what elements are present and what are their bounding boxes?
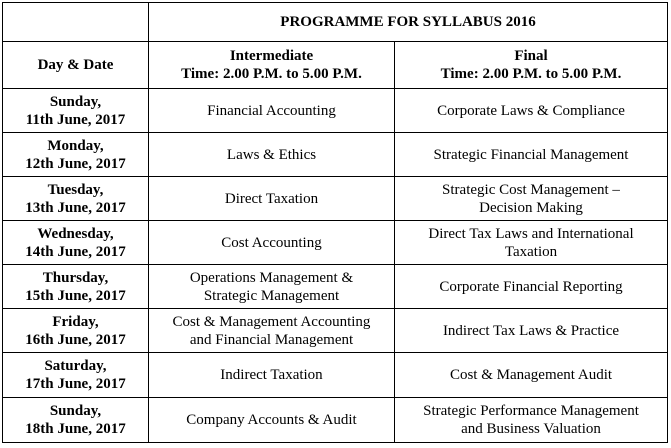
final-subject-cell [395,265,668,309]
table-row [3,353,668,398]
final-subject-text: Strategic Cost Management – [442,181,620,198]
table-row [3,398,668,443]
final-subject-cell [395,353,668,398]
date-label: 17th June, 2017 [25,376,126,392]
day-date-cell [3,265,149,309]
date-label: 16th June, 2017 [25,331,126,348]
title-blank-cell [3,3,149,42]
table-title: PROGRAMME FOR SYLLABUS 2016 [149,3,668,42]
intermediate-subject-text: Strategic Management [203,287,340,304]
final-subject-cell [395,221,668,265]
day-label: Sunday, [49,403,102,419]
intermediate-subject-cell [149,221,395,265]
final-subject-cell [395,398,668,443]
table-row [3,309,668,353]
intermediate-subject-text: and Financial Management [189,331,354,348]
exam-schedule-table [2,2,668,443]
date-label: 13th June, 2017 [25,199,126,216]
final-subject-text: Direct Tax Laws and International [428,225,634,242]
final-subject-cell [395,133,668,177]
intermediate-subject-cell [149,398,395,443]
day-label: Wednesday, [37,225,114,242]
day-date-cell [3,133,149,177]
intermediate-subject-cell [149,89,395,133]
table-row [3,221,668,265]
date-label: 11th June, 2017 [25,111,126,128]
intermediate-subject-cell [149,353,395,398]
intermediate-subject-cell [149,133,395,177]
day-label: Sunday, [49,93,102,110]
intermediate-subject-text: Company Accounts & Audit [186,412,357,428]
header-row [3,42,668,89]
day-date-cell [3,89,149,133]
intermediate-subject-text: Cost Accounting [221,234,322,251]
final-subject-text: Taxation [504,243,558,260]
header-final-label: Final [514,48,548,64]
final-subject-cell [395,177,668,221]
day-date-cell [3,221,149,265]
final-subject-cell [395,309,668,353]
date-label: 14th June, 2017 [25,243,126,260]
day-date-cell [3,309,149,353]
intermediate-subject-text: Direct Taxation [224,190,319,207]
intermediate-subject-text: Cost & Management Accounting [172,313,371,330]
day-label: Friday, [52,313,99,330]
final-subject-cell [395,89,668,133]
day-date-cell [3,353,149,398]
header-intermediate-time: Time: 2.00 P.M. to 5.00 P.M. [181,66,362,82]
day-label: Saturday, [44,358,107,374]
day-date-cell [3,398,149,443]
final-subject-text: Corporate Financial Reporting [439,278,623,295]
header-day-date-label: Day & Date [37,57,114,73]
final-subject-text: Decision Making [479,199,583,216]
day-date-cell [3,177,149,221]
date-label: 12th June, 2017 [25,155,126,172]
header-intermediate-label: Intermediate [229,48,314,64]
table-row [3,177,668,221]
intermediate-subject-cell [149,309,395,353]
table-row [3,89,668,133]
intermediate-subject-cell [149,177,395,221]
header-final-time: Time: 2.00 P.M. to 5.00 P.M. [440,66,622,82]
day-label: Tuesday, [47,181,104,198]
title-row [3,3,668,42]
intermediate-subject-text: Indirect Taxation [220,367,323,383]
final-subject-text: Strategic Performance Management [423,403,639,419]
table-row [3,265,668,309]
header-final [395,42,668,89]
day-label: Thursday, [42,269,109,286]
date-label: 15th June, 2017 [25,287,126,304]
header-intermediate [149,42,395,89]
final-subject-text: Strategic Financial Management [433,146,629,163]
intermediate-subject-text: Laws & Ethics [226,146,317,163]
intermediate-subject-cell [149,265,395,309]
intermediate-subject-text: Operations Management & [189,269,354,286]
table-row [3,133,668,177]
date-label: 18th June, 2017 [25,421,126,437]
final-subject-text: Indirect Tax Laws & Practice [442,322,620,339]
final-subject-text: Corporate Laws & Compliance [437,102,625,119]
intermediate-subject-text: Financial Accounting [207,102,336,119]
final-subject-text: Cost & Management Audit [449,367,613,383]
final-subject-text: and Business Valuation [461,421,601,437]
header-day-date [3,42,149,89]
day-label: Monday, [47,137,104,154]
